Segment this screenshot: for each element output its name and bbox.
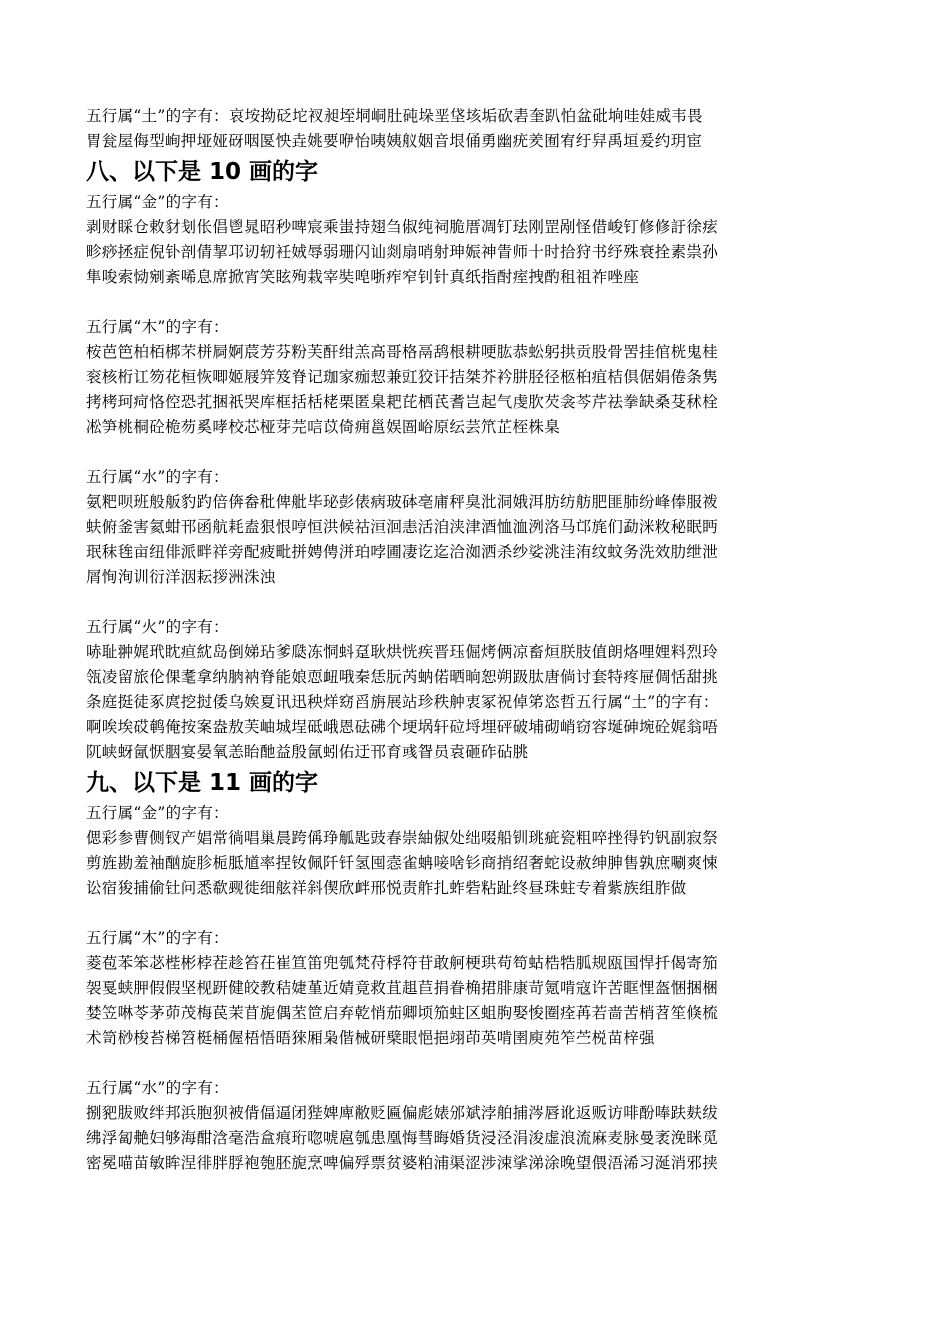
section-heading-11-strokes: 九、以下是 11 画的字 (86, 770, 319, 796)
section-heading-10-strokes: 八、以下是 10 画的字 (86, 159, 319, 185)
section8-fire-block (86, 615, 876, 765)
section9-metal-label: 五行属“金”的字有： (86, 804, 229, 822)
intro-earth-line-2: 胃瓮屋侮型峋押垭娅砑咽匽怏垚姚要咿怡咦姨舣姻音垠俑勇幽疣羑囿宥纡舁禹垣爰约玥宦 (86, 132, 703, 150)
section9-metal-line: 偲彩参曹侧钗产娼常徜唱巢晨跨偁琤觚匙豉春崇紬俶处绌啜船钏珧疵瓷粗啐挫得钓钒副寂祭 (86, 829, 719, 847)
section9-water-line: 绋浮匐艴妇够海酣浛毫浩盒痕珩唿唬扈瓠患凰悔彗晦婚货浸泾涓浚虚浪流麻麦脉曼袤浼眯觅 (86, 1129, 719, 1147)
section8-fire-line: 阢峡蚜氤恹胭宴晏氧恙眙酏益殷氤蚓佑迂邗育彧眢员袁砸砟砧朓 (86, 743, 529, 761)
section9-metal-line: 剪旌勘羞袖酗旋胗栀胝馗率捏钕佩阡钎氢囤悫雀蚺唼啥钐商捎绍奢蛇设赦绅胂售孰庶唰爽悚 (86, 854, 719, 872)
section8-water-line: 屑恂洵训衍洋洇耘拶洲洙浊 (86, 568, 276, 586)
section9-wood-line: 菱苞苯笨苾梐彬桲茬趁笞茌崔笪笛兜瓠梵苻桴符苷敢舸梗珙苟笱蛄梏牿胍规瓯国悍扦偈寄笳 (86, 954, 719, 972)
section8-metal-block (86, 190, 876, 290)
section8-metal-line: 隼唆索恸剜紊唏息席掀宵笑眩殉栽宰奘唣哳痄窄钊针真纸指酎痓拽酌租祖祚唑座 (86, 268, 640, 286)
section8-wood-label: 五行属“木”的字有： (86, 318, 229, 336)
section9-metal-line: 讼宿狻捕偷钍问悉欷觋徙细舷祥斜偰欣衅邢悦责舴扎蚱砦粘趾终昼珠蛀专着紫族组胙做 (86, 879, 687, 897)
section9-water-label: 五行属“水”的字有： (86, 1079, 229, 1097)
section8-water-line: 珉秣毪亩纽俳派畔祥旁配疲毗拼娉俜洴珀哱圃凄讫迄洽洳洒杀纱娑洮洼洧纹蚊务洗效肋绁泄 (86, 543, 719, 561)
section9-wood-line: 婪笠啉苓茅茆茂梅苠茉苜旎偶苤笸启弃乾悄茄卿顷笳蛀区蛆朐娶悛圈痊苒若啬苦梢苕笙倏梳 (86, 1004, 719, 1022)
intro-earth-line-1: 五行属“土”的字有：哀垵拗砭坨衩昶垤垌峒肚砘垛垩垡垓垢砍砉奎趴怕盆砒垧哇娃威韦畏 (86, 107, 703, 125)
section8-wood-line: 桉芭笆柏栢梆芣栟屙婀莀芳芬粉芙酐绀羔高哥格鬲鸹根耕哽肱恭蚣躬拱贡股骨罟挂倌桄鬼桂 (86, 343, 719, 361)
paragraph-gap (86, 590, 876, 615)
section9-wood-line: 袈戛蛱胛假假坚枧趼健皎教秸婕堇近婧竟救苴趄苣捐眷桷捃腓康苛氪啃寇许苦眶悝盔悃捆梱 (86, 979, 719, 997)
section9-water-line: 捌豝胈败绊邦浜胞狈被偝偪逼闭狴婢庳敝贬匾偏彪婊邠斌浡舶捕涔唇讹返贩访啡酚唪趺麸绂 (86, 1104, 719, 1122)
section9-water-block (86, 1076, 876, 1176)
paragraph-gap (86, 440, 876, 465)
section8-wood-line: 凇笋桃桐砼桅芴奚哮校芯桠芽芫唁苡倚痈邕娱圄峪原纭芸笊芷桎株臬 (86, 418, 561, 436)
section9-water-line: 密冕喵苗敏眸涅徘胖脬袍匏胚旎烹啤偏殍票贫婆粕浦渠涩涉涑挲涕涂晚望偎浯浠习涎消邪挟 (86, 1154, 719, 1172)
paragraph-gap (86, 290, 876, 315)
section8-fire-line: 条庭挺徒豖庹挖挝倭乌娭夏讯迅秧烊窈舀旃展站珍秩舯衷冢祝倬笫恣哲五行属“土”的字有： (86, 693, 719, 711)
section8-water-line: 蚨俯釜害氦蚶邗函航耗盍狠恨哼恒洪候祜洹洄恚活洎浃津酒恤洫洌洛马邙旄们勐洣敉秘眠眄 (86, 518, 719, 536)
section8-wood-line: 衮核桁讧笏花桓恢唧姬屐笄笈脊记珈家痂恝兼豇狡讦拮桀芥衿肼胫径柩桕疽桔倶倨娟倦条隽 (86, 368, 719, 386)
section8-water-line: 氨粑呗班般舨豹趵倍倴畚秕俾舭毕珌彭俵病玻砵亳庯秤臭沘洞娥洱肪纺舫肥匪肺纷峰俸服袯 (86, 493, 719, 511)
document-content (86, 104, 876, 1176)
section8-water-label: 五行属“水”的字有： (86, 468, 229, 486)
paragraph-gap (86, 901, 876, 926)
section8-wood-block (86, 315, 876, 440)
section8-fire-line: 瓴凌留旅伦倮耄拿纳朒衲脊能娘恧衄哦秦恁朊芮蚋偌晒晌恕朔趿肽唐倘讨套特疼屉倜恬甜挑 (86, 668, 719, 686)
section8-metal-line: 畛痧拯症倪钋剖倩挈邛讱轫衽娀辱弱珊闪讪剡扇哨射珅娠神眚师十时拾狩书纾殊衰拴素祟孙 (86, 243, 719, 261)
section9-metal-block (86, 801, 876, 901)
section8-fire-label: 五行属“火”的字有： (86, 618, 229, 636)
section8-metal-label: 五行属“金”的字有： (86, 193, 229, 211)
section8-fire-line: 哧耻翀娓玳眈疸紞岛倒娣玷爹瓞冻恫蚪趸耿烘恍疾晋珏倔烤俩凉畜烜朕肢值朗烙哩娌料烈玲 (86, 643, 719, 661)
paragraph-gap (86, 1051, 876, 1076)
section8-water-block (86, 465, 876, 590)
section9-wood-block (86, 926, 876, 1051)
section8-wood-line: 拷栲珂疴恪倥恐芤捆祇哭库框括栝栳栗匿臬耙芘栖芪耆岂起气虔肷芡衾芩芹祛拳缺桑芟秫栓 (86, 393, 719, 411)
section9-wood-label: 五行属“木”的字有： (86, 929, 229, 947)
section8-metal-line: 剥财睬仓敕豺刬伥倡鬯晁昭秒啤宸乘蚩持翅刍俶纯祠脆厝凋钉珐刚罡剐怪借峻钉修修訏徐痃 (86, 218, 719, 236)
section9-wood-line: 术笥桫梭苔梯笤梃桶偓梧悟晤猍厢枭偕械研檗眼悒挹翊茚英啃圉庾苑笮苎棁苗梓强 (86, 1029, 655, 1047)
section8-fire-line: 啊唉埃砹鹌俺按案盎敖芙岫城埕砥峨恩砝砩个埂埚轩砬埒埋砰破埔砌峭窃容埏砷埦砼娓翁唔 (86, 718, 719, 736)
